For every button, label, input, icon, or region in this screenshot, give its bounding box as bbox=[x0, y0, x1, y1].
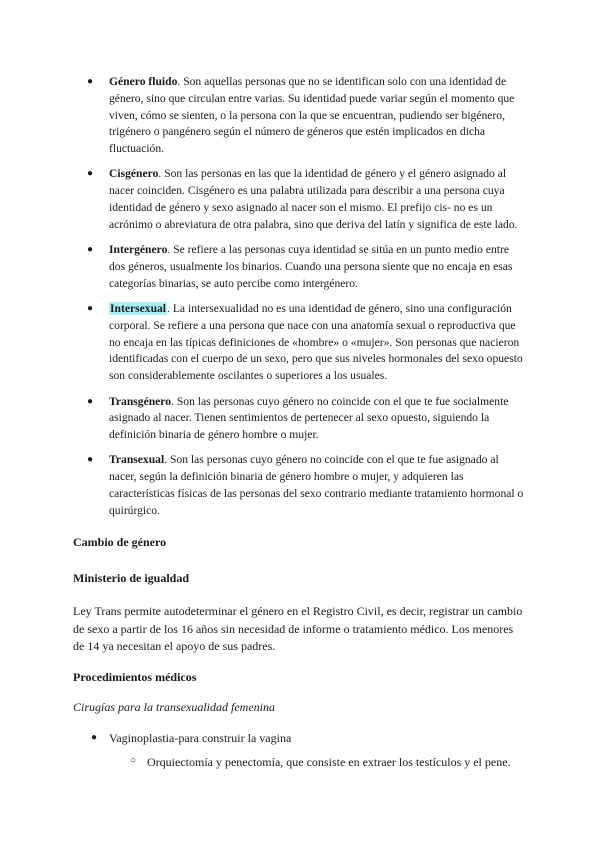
definition-text: . Son aquellas personas que no se identifican solo con una identidad de género, sino que circulan entre varias. Su identidad puede variar según el momento que viven, cómo se sienten, o la persona con la que se encuentran, pudiendo ser bigénero, trigénero o pangénero según el número de géneros que estén implicados en dicha fluctuación. bbox=[109, 75, 515, 156]
heading-procedimientos-medicos: Procedimientos médicos bbox=[73, 670, 197, 684]
hollow-bullet-icon: ○ bbox=[130, 755, 137, 766]
bullet-icon: ● bbox=[91, 732, 98, 743]
definition-text: . Son las personas en las que la identidad de género y el género asignado al nacer coinciden. Cisgénero es una palabra utilizada para describir a una persona cuya identidad de género y sexo asignado al nacer son el mismo. El prefijo cis- no es un acrónimo o abreviatura de otra palabra, sino que deriva del latín y significa de este lado. bbox=[109, 167, 518, 231]
list-item-text: Vaginoplastia-para construir la vagina bbox=[109, 731, 292, 745]
definition-item bbox=[87, 166, 527, 233]
bullet-icon: ● bbox=[87, 168, 94, 180]
highlighted-term: Intersexual bbox=[110, 302, 167, 316]
term: Transexual bbox=[109, 453, 165, 467]
definition-item bbox=[87, 74, 527, 158]
bullet-icon: ● bbox=[87, 76, 94, 87]
bullet-icon: ● bbox=[87, 244, 94, 256]
heading-ministerio-de-igualdad: Ministerio de igualdad bbox=[73, 571, 190, 585]
definition-text: . Se refiere a las personas cuya identidad se sitúa en un punto medio entre dos géneros, usualmente los binarios. Cuando una persona siente que no encaja en esas categorías binarias, se auto percibe como intergénero. bbox=[109, 243, 513, 290]
definition-text: . Son las personas cuyo género no coincide con el que te fue socialmente asignado al nacer. Tienen sentimientos de pertenecer al sexo opuesto, siguiendo la definición binaria de género hombre o mujer. bbox=[109, 394, 509, 442]
heading-cambio-de-genero: Cambio de género bbox=[73, 535, 167, 549]
sub-list-item-text: Orquiectomía y penectomía, que consiste en extraer los testículos y el pene. bbox=[147, 755, 511, 769]
definitions-list bbox=[87, 74, 527, 528]
term: Cisgénero bbox=[109, 167, 159, 181]
definition-text: . Son las personas cuyo género no coincide con el que te fue asignado al nacer, según la definición binaria de género hombre o mujer, y adquieren las características físicas de las personas del sexo contrario mediante tratamiento hormonal o quirúrgico. bbox=[109, 453, 524, 517]
bullet-icon: ● bbox=[87, 454, 94, 466]
definition-item bbox=[87, 452, 527, 519]
term: Género fluido bbox=[109, 75, 178, 88]
definition-item bbox=[87, 242, 527, 292]
ley-trans-paragraph: Ley Trans permite autodeterminar el género en el Registro Civil, es decir, registrar un cambio de sexo a partir de los 16 años sin necesidad de informe o tratamiento médico. Los menores de 14 ya necesitan el apoyo de sus padres. bbox=[73, 604, 523, 653]
bullet-icon: ● bbox=[87, 395, 94, 407]
term: Intergénero bbox=[109, 243, 168, 257]
bullet-icon: ● bbox=[87, 303, 94, 315]
definition-item bbox=[87, 394, 527, 444]
definition-text: . La intersexualidad no es una identidad de género, sino una configuración corporal. Se refiere a una persona que nace con una anatomía sexual o reproductiva que no encaja en las típicas definiciones de «hombre» o «mujer». Son personas que nacieron identificadas con el cuerpo de un sexo, pero que sus niveles hormonales del sexo opuesto son considerablemente oscilantes o superiores a los usuales. bbox=[109, 302, 523, 383]
cirugias-label: Cirugías para la transexualidad femenina bbox=[73, 700, 275, 714]
definition-item bbox=[87, 301, 527, 385]
term: Transgénero bbox=[109, 394, 172, 408]
